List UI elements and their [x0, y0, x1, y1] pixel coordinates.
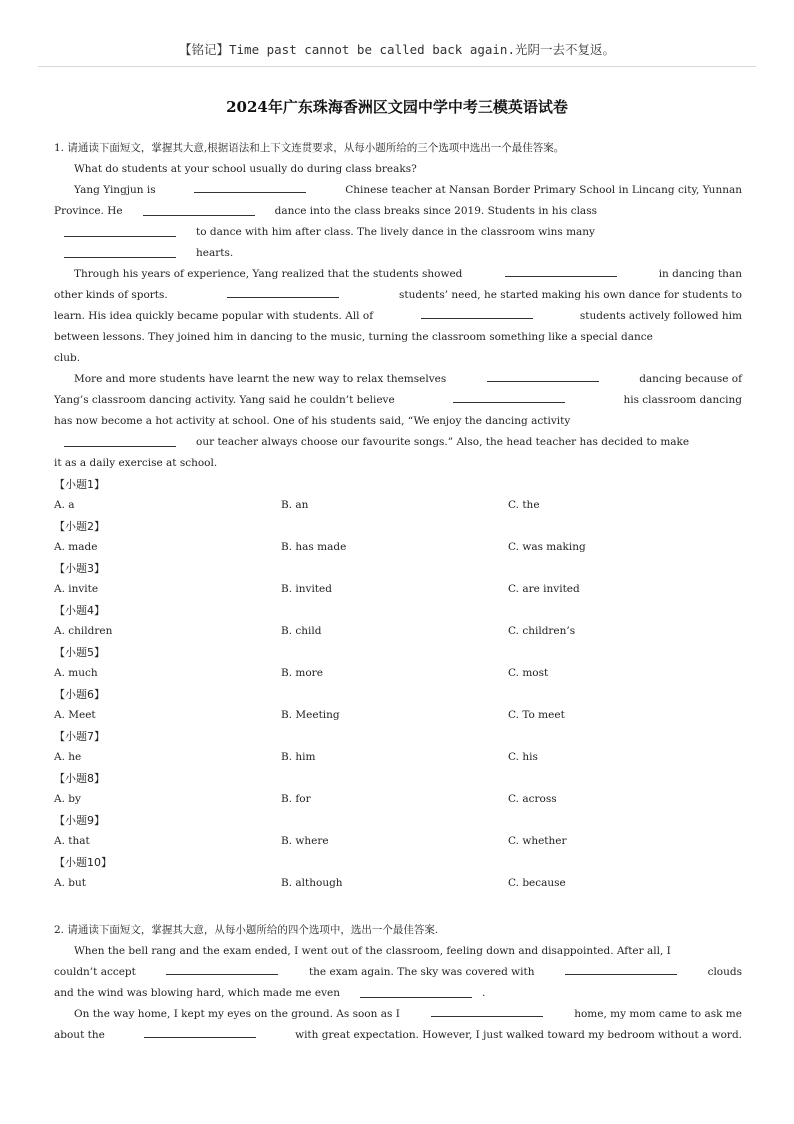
- motto-header: 【铭记】Time past cannot be called back again.光阴一去不复返。: [179, 42, 615, 57]
- section-2-instruction: 2. 请通读下面短文，掌握其大意，从每小题所给的四个选项中，选出一个最佳答案.: [54, 924, 439, 936]
- answer-option[interactable]: A. by: [54, 793, 81, 805]
- answer-option[interactable]: C. was making: [508, 541, 586, 553]
- passage-line: Province. He dance into the class breaks since 2019. Students in his class: [54, 205, 597, 217]
- header-divider: [38, 66, 756, 67]
- answer-option[interactable]: A. much: [54, 667, 98, 679]
- answer-option[interactable]: B. an: [281, 499, 309, 511]
- answer-option[interactable]: B. where: [281, 835, 329, 847]
- answer-option[interactable]: C. across: [508, 793, 557, 805]
- answer-option[interactable]: A. children: [54, 625, 113, 637]
- question-options-row: [54, 621, 742, 642]
- answer-blank-2[interactable]: [143, 203, 255, 216]
- passage-line: about the with great expectation. However, I just walked toward my bedroom without a word.: [54, 1025, 742, 1046]
- answer-option[interactable]: B. for: [281, 793, 311, 805]
- answer-blank-9[interactable]: [453, 390, 565, 403]
- answer-option[interactable]: A. that: [54, 835, 90, 847]
- passage-line: Yang’s classroom dancing activity. Yang said he couldn’t believe his classroom dancing: [54, 390, 742, 411]
- question-item-label: 【小题3】: [54, 562, 105, 575]
- question-items: [54, 474, 742, 894]
- answer-option[interactable]: B. child: [281, 625, 322, 637]
- passage-line: When the bell rang and the exam ended, I went out of the classroom, feeling down and disappointed. After all, I: [74, 945, 671, 957]
- answer-blank-4[interactable]: [64, 245, 176, 258]
- answer-blank-s2-4[interactable]: [431, 1004, 543, 1017]
- answer-option[interactable]: A. but: [54, 877, 86, 889]
- answer-option[interactable]: C. children’s: [508, 625, 576, 637]
- passage-line: Through his years of experience, Yang realized that the students showed in dancing than: [54, 264, 742, 285]
- answer-option[interactable]: A. a: [54, 499, 75, 511]
- passage-line: between lessons. They joined him in dancing to the music, turning the classroom something like a special dance: [54, 331, 653, 343]
- section-1: [54, 138, 742, 894]
- answer-option[interactable]: C. most: [508, 667, 549, 679]
- question-options-row: [54, 831, 742, 852]
- question-item-label: 【小题8】: [54, 772, 105, 785]
- answer-option[interactable]: B. although: [281, 877, 343, 889]
- answer-option[interactable]: B. invited: [281, 583, 332, 595]
- answer-option[interactable]: C. his: [508, 751, 538, 763]
- question-item-label: 【小题2】: [54, 520, 105, 533]
- answer-option[interactable]: A. Meet: [54, 709, 96, 721]
- page-title: 2024年广东珠海香洲区文园中学中考三模英语试卷: [226, 98, 568, 116]
- answer-blank-s2-3[interactable]: [360, 985, 472, 998]
- answer-blank-3[interactable]: [64, 224, 176, 237]
- answer-blank-6[interactable]: [227, 285, 339, 298]
- answer-option[interactable]: A. he: [54, 751, 82, 763]
- answer-option[interactable]: A. invite: [54, 583, 99, 595]
- answer-option[interactable]: C. whether: [508, 835, 567, 847]
- question-item-label: 【小题9】: [54, 814, 105, 827]
- answer-option[interactable]: B. more: [281, 667, 323, 679]
- question-options-row: [54, 789, 742, 810]
- section-2: [54, 920, 742, 1046]
- question-item-label: 【小题1】: [54, 478, 105, 491]
- passage-line: to dance with him after class. The lively dance in the classroom wins many: [54, 222, 742, 243]
- answer-blank-5[interactable]: [505, 264, 617, 277]
- answer-option[interactable]: C. because: [508, 877, 566, 889]
- answer-blank-8[interactable]: [487, 369, 599, 382]
- passage-line: other kinds of sports. students’ need, he started making his own dance for students to: [54, 285, 742, 306]
- passage-line: has now become a hot activity at school. One of his students said, “We enjoy the dancing activity: [54, 415, 571, 427]
- passage-question: What do students at your school usually do during class breaks?: [74, 163, 417, 175]
- passage-line: learn. His idea quickly became popular with students. All of students actively followed him: [54, 306, 742, 327]
- answer-blank-7[interactable]: [421, 306, 533, 319]
- section-1-instruction: 1. 请通读下面短文，掌握其大意,根据语法和上下文连贯要求，从每小题所给的三个选项中选出一个最佳答案。: [54, 142, 565, 154]
- answer-blank-s2-1[interactable]: [166, 962, 278, 975]
- answer-option[interactable]: B. Meeting: [281, 709, 340, 721]
- question-options-row: [54, 579, 742, 600]
- passage-line: More and more students have learnt the new way to relax themselves dancing because of: [54, 369, 742, 390]
- question-options-row: [54, 873, 742, 894]
- question-item-label: 【小题4】: [54, 604, 105, 617]
- passage-line: hearts.: [54, 243, 742, 264]
- question-item-label: 【小题10】: [54, 856, 112, 869]
- passage-line: our teacher always choose our favourite songs.” Also, the head teacher has decided to make: [54, 432, 742, 453]
- question-item-label: 【小题5】: [54, 646, 105, 659]
- passage-line: couldn’t accept the exam again. The sky was covered with clouds: [54, 962, 742, 983]
- question-item-label: 【小题6】: [54, 688, 105, 701]
- question-options-row: [54, 537, 742, 558]
- question-options-row: [54, 495, 742, 516]
- passage-line: Yang Yingjun is Chinese teacher at Nansan Border Primary School in Lincang city, Yunnan: [54, 180, 742, 201]
- answer-option[interactable]: B. has made: [281, 541, 347, 553]
- answer-blank-s2-2[interactable]: [565, 962, 677, 975]
- answer-blank-10[interactable]: [64, 434, 176, 447]
- answer-option[interactable]: C. are invited: [508, 583, 580, 595]
- question-options-row: [54, 663, 742, 684]
- passage-line: On the way home, I kept my eyes on the ground. As soon as I home, my mom came to ask me: [54, 1004, 742, 1025]
- answer-option[interactable]: C. To meet: [508, 709, 565, 721]
- answer-option[interactable]: C. the: [508, 499, 540, 511]
- passage-line: it as a daily exercise at school.: [54, 457, 218, 469]
- passage-line: club.: [54, 352, 81, 364]
- question-options-row: [54, 705, 742, 726]
- question-item-label: 【小题7】: [54, 730, 105, 743]
- answer-option[interactable]: B. him: [281, 751, 316, 763]
- passage-line: and the wind was blowing hard, which made me even .: [54, 987, 486, 999]
- answer-blank-s2-5[interactable]: [144, 1025, 256, 1038]
- answer-blank-1[interactable]: [194, 180, 306, 193]
- question-options-row: [54, 747, 742, 768]
- answer-option[interactable]: A. made: [54, 541, 98, 553]
